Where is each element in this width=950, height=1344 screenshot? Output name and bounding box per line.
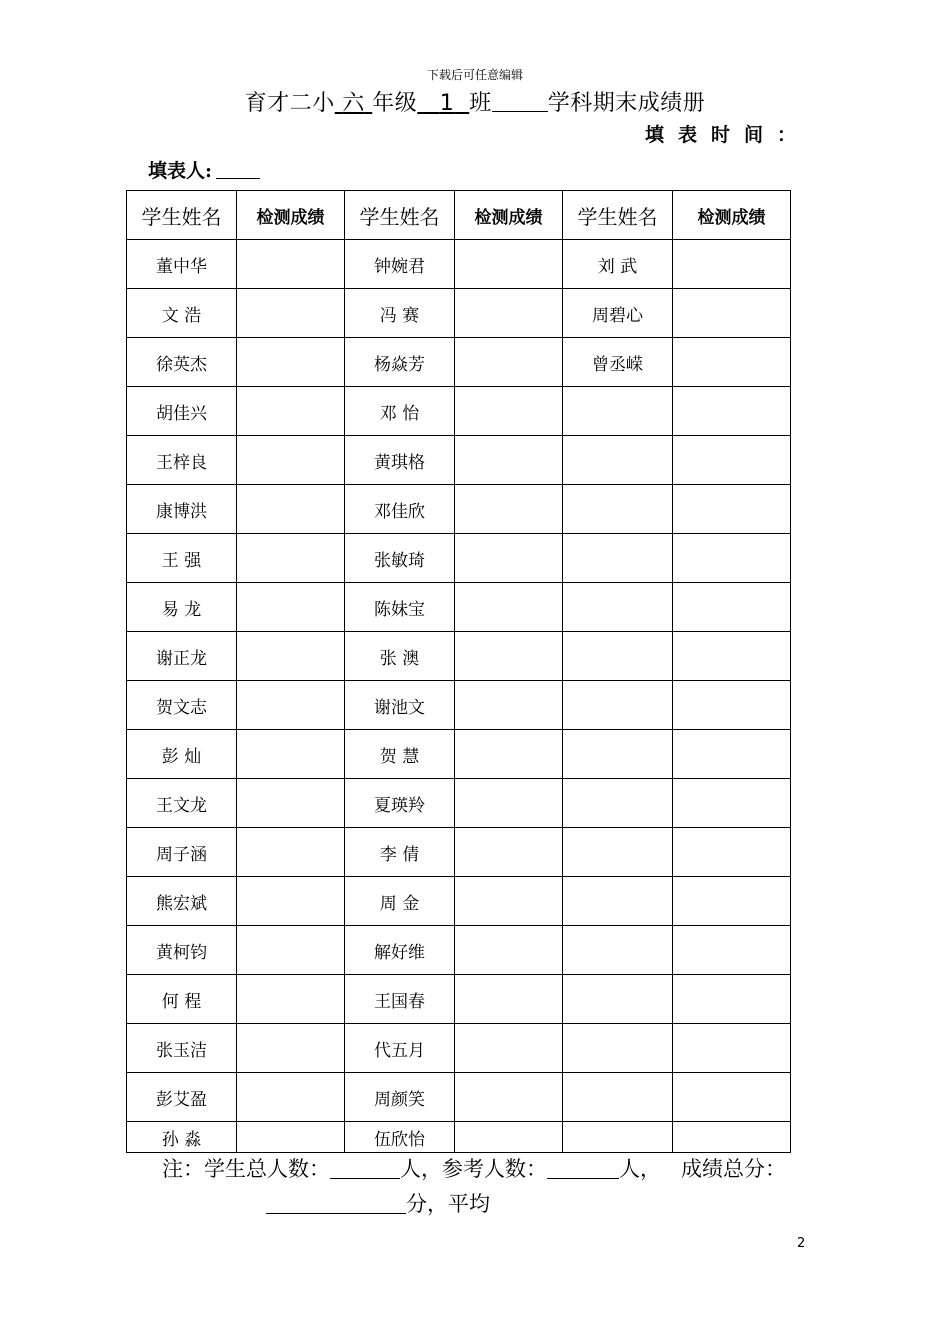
score-cell[interactable] xyxy=(455,338,563,387)
score-cell[interactable] xyxy=(455,534,563,583)
header-student-name-1: 学生姓名 xyxy=(127,191,237,240)
student-name-cell: 谢池文 xyxy=(345,681,455,730)
header-student-name-3: 学生姓名 xyxy=(563,191,673,240)
score-cell[interactable] xyxy=(455,779,563,828)
score-cell[interactable] xyxy=(455,730,563,779)
score-cell[interactable] xyxy=(673,1024,791,1073)
filler-blank xyxy=(216,164,260,179)
student-name-cell: 张 澳 xyxy=(345,632,455,681)
score-cell[interactable] xyxy=(455,1024,563,1073)
filler-label: 填表人: xyxy=(148,160,213,182)
title-subject-suffix: 学科期末成绩册 xyxy=(547,91,706,116)
title-class-label: 班 xyxy=(469,91,492,116)
score-cell[interactable] xyxy=(673,436,791,485)
student-name-cell xyxy=(563,632,673,681)
student-name-cell: 徐英杰 xyxy=(127,338,237,387)
table-row xyxy=(127,681,791,730)
unit-person-2: 人， xyxy=(619,1157,661,1181)
table-row xyxy=(127,485,791,534)
subject-blank xyxy=(492,91,548,112)
student-name-cell xyxy=(563,534,673,583)
participants-blank[interactable] xyxy=(547,1160,619,1179)
student-name-cell: 周 金 xyxy=(345,877,455,926)
points-suffix: 分，平均 xyxy=(406,1192,490,1216)
student-name-cell xyxy=(563,828,673,877)
student-name-cell xyxy=(563,975,673,1024)
student-name-cell: 王梓良 xyxy=(127,436,237,485)
header-score-1: 检测成绩 xyxy=(237,191,345,240)
score-cell[interactable] xyxy=(455,681,563,730)
score-cell[interactable] xyxy=(455,387,563,436)
table-row xyxy=(127,1122,791,1153)
score-cell[interactable] xyxy=(237,926,345,975)
student-name-cell: 彭艾盈 xyxy=(127,1073,237,1122)
student-name-cell: 文 浩 xyxy=(127,289,237,338)
table-row xyxy=(127,1073,791,1122)
score-cell[interactable] xyxy=(673,730,791,779)
table-row xyxy=(127,730,791,779)
score-cell[interactable] xyxy=(455,240,563,289)
table-row xyxy=(127,436,791,485)
title-grade-label: 年级 xyxy=(372,91,418,116)
fill-time-label: 填表时间： xyxy=(644,124,810,146)
score-cell[interactable] xyxy=(455,289,563,338)
score-cell[interactable] xyxy=(237,828,345,877)
student-name-cell: 张敏琦 xyxy=(345,534,455,583)
score-cell[interactable] xyxy=(455,583,563,632)
table-row xyxy=(127,975,791,1024)
grades-table xyxy=(126,190,791,1153)
student-name-cell: 何 程 xyxy=(127,975,237,1024)
score-cell[interactable] xyxy=(673,1122,791,1153)
student-name-cell xyxy=(563,926,673,975)
student-name-cell: 熊宏斌 xyxy=(127,877,237,926)
student-name-cell xyxy=(563,730,673,779)
total-blank[interactable] xyxy=(330,1160,400,1179)
page-number: 2 xyxy=(797,1236,806,1251)
score-cell[interactable] xyxy=(237,1024,345,1073)
filler-row xyxy=(148,156,260,183)
participants-label: 参考人数： xyxy=(442,1157,547,1181)
student-name-cell: 王文龙 xyxy=(127,779,237,828)
score-cell[interactable] xyxy=(673,779,791,828)
score-cell[interactable] xyxy=(673,632,791,681)
table-row xyxy=(127,877,791,926)
table-row xyxy=(127,1024,791,1073)
score-cell[interactable] xyxy=(455,926,563,975)
student-name-cell: 董中华 xyxy=(127,240,237,289)
score-cell[interactable] xyxy=(237,436,345,485)
score-cell[interactable] xyxy=(673,828,791,877)
student-name-cell xyxy=(563,877,673,926)
score-cell[interactable] xyxy=(673,583,791,632)
student-name-cell: 解好维 xyxy=(345,926,455,975)
student-name-cell: 黄柯钧 xyxy=(127,926,237,975)
title-school: 育才二小 xyxy=(244,91,335,116)
score-cell[interactable] xyxy=(237,975,345,1024)
score-total-label: 成绩总分： xyxy=(681,1157,787,1181)
score-cell[interactable] xyxy=(673,681,791,730)
table-row xyxy=(127,779,791,828)
table-row xyxy=(127,240,791,289)
student-name-cell: 张玉洁 xyxy=(127,1024,237,1073)
score-cell[interactable] xyxy=(237,1073,345,1122)
score-cell[interactable] xyxy=(455,436,563,485)
student-name-cell xyxy=(563,779,673,828)
score-cell[interactable] xyxy=(237,289,345,338)
footer-note-line-2 xyxy=(266,1188,490,1218)
score-cell[interactable] xyxy=(673,877,791,926)
score-cell[interactable] xyxy=(673,289,791,338)
total-label: 注：学生总人数： xyxy=(162,1157,330,1181)
student-name-cell: 王 强 xyxy=(127,534,237,583)
score-cell[interactable] xyxy=(673,338,791,387)
score-cell[interactable] xyxy=(237,534,345,583)
score-cell[interactable] xyxy=(237,485,345,534)
table-row xyxy=(127,583,791,632)
student-name-cell xyxy=(563,1073,673,1122)
student-name-cell: 伍欣怡 xyxy=(345,1122,455,1153)
student-name-cell: 彭 灿 xyxy=(127,730,237,779)
score-cell[interactable] xyxy=(673,485,791,534)
score-cell[interactable] xyxy=(237,730,345,779)
score-cell[interactable] xyxy=(455,1122,563,1153)
table-row xyxy=(127,828,791,877)
student-name-cell: 钟婉君 xyxy=(345,240,455,289)
table-row xyxy=(127,289,791,338)
unit-person: 人， xyxy=(400,1157,442,1181)
score-cell[interactable] xyxy=(673,240,791,289)
score-cell[interactable] xyxy=(673,534,791,583)
score-cell[interactable] xyxy=(455,828,563,877)
score-total-blank[interactable] xyxy=(266,1195,406,1214)
score-cell[interactable] xyxy=(455,485,563,534)
student-name-cell: 周碧心 xyxy=(563,289,673,338)
score-cell[interactable] xyxy=(237,338,345,387)
score-cell[interactable] xyxy=(237,877,345,926)
student-name-cell: 贺 慧 xyxy=(345,730,455,779)
footer-note-line-1 xyxy=(162,1153,786,1183)
score-cell[interactable] xyxy=(455,1073,563,1122)
score-cell[interactable] xyxy=(237,1122,345,1153)
student-name-cell: 黄琪格 xyxy=(345,436,455,485)
header-student-name-2: 学生姓名 xyxy=(345,191,455,240)
student-name-cell: 冯 赛 xyxy=(345,289,455,338)
score-cell[interactable] xyxy=(237,240,345,289)
score-cell[interactable] xyxy=(237,681,345,730)
student-name-cell: 贺文志 xyxy=(127,681,237,730)
score-cell[interactable] xyxy=(455,975,563,1024)
student-name-cell xyxy=(563,387,673,436)
score-cell[interactable] xyxy=(237,779,345,828)
score-cell[interactable] xyxy=(455,632,563,681)
student-name-cell: 胡佳兴 xyxy=(127,387,237,436)
title-grade-value: 六 xyxy=(342,91,365,116)
score-cell[interactable] xyxy=(237,583,345,632)
student-name-cell: 易 龙 xyxy=(127,583,237,632)
student-name-cell: 夏瑛羚 xyxy=(345,779,455,828)
student-name-cell: 周颜笑 xyxy=(345,1073,455,1122)
score-cell[interactable] xyxy=(673,975,791,1024)
student-name-cell: 谢正龙 xyxy=(127,632,237,681)
student-name-cell: 王国春 xyxy=(345,975,455,1024)
student-name-cell: 邓佳欣 xyxy=(345,485,455,534)
student-name-cell: 李 倩 xyxy=(345,828,455,877)
student-name-cell: 杨焱芳 xyxy=(345,338,455,387)
student-name-cell: 曾丞嵘 xyxy=(563,338,673,387)
student-name-cell xyxy=(563,436,673,485)
student-name-cell: 周子涵 xyxy=(127,828,237,877)
score-cell[interactable] xyxy=(455,877,563,926)
student-name-cell xyxy=(563,485,673,534)
table-row xyxy=(127,632,791,681)
student-name-cell xyxy=(563,681,673,730)
score-cell[interactable] xyxy=(673,387,791,436)
student-name-cell: 刘 武 xyxy=(563,240,673,289)
student-name-cell xyxy=(563,583,673,632)
score-cell[interactable] xyxy=(237,632,345,681)
page-title xyxy=(0,86,950,117)
table-row xyxy=(127,338,791,387)
header-score-2: 检测成绩 xyxy=(455,191,563,240)
student-name-cell: 邓 怡 xyxy=(345,387,455,436)
table-row xyxy=(127,387,791,436)
student-name-cell xyxy=(563,1122,673,1153)
table-row xyxy=(127,534,791,583)
score-cell[interactable] xyxy=(673,1073,791,1122)
score-cell[interactable] xyxy=(673,926,791,975)
header-score-3: 检测成绩 xyxy=(673,191,791,240)
title-class-value: 1 xyxy=(439,91,455,116)
student-name-cell: 代五月 xyxy=(345,1024,455,1073)
header-note: 下载后可任意编辑 xyxy=(426,68,523,82)
table-header-row xyxy=(127,191,791,240)
student-name-cell: 孙 淼 xyxy=(127,1122,237,1153)
score-cell[interactable] xyxy=(237,387,345,436)
student-name-cell: 康博洪 xyxy=(127,485,237,534)
student-name-cell: 陈妹宝 xyxy=(345,583,455,632)
student-name-cell xyxy=(563,1024,673,1073)
table-row xyxy=(127,926,791,975)
